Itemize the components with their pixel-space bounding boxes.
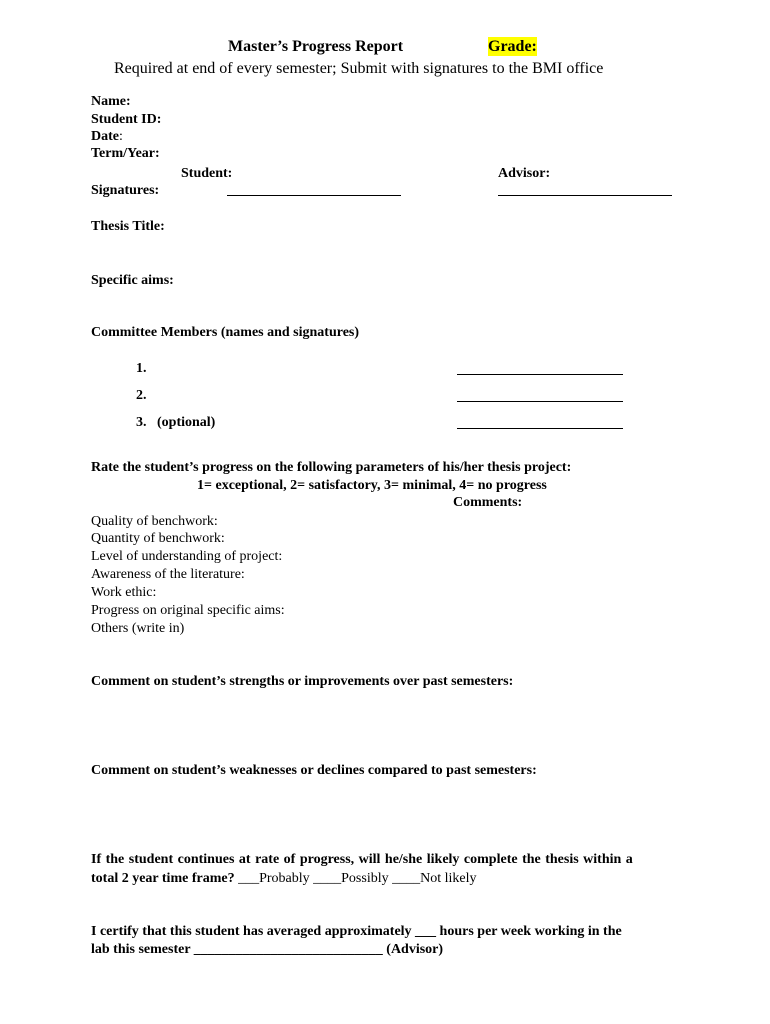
parameter-work-ethic: Work ethic: [91,585,157,600]
completion-question-line2 [91,870,476,887]
committee-item-2: 2. [136,388,147,403]
thesis-title-label: Thesis Title: [91,219,165,234]
rating-heading: Rate the student’s progress on the following parameters of his/her thesis project: [91,460,572,475]
committee-line-1[interactable] [457,374,623,375]
grade-label: Grade: [488,38,537,55]
certify-line2: lab this semester ___________________________ (Advisor) [91,942,444,957]
committee-item-3: 3. (optional) [136,415,216,430]
parameter-literature: Awareness of the literature: [91,567,245,582]
student-signature-label: Student: [181,166,233,181]
student-signature-line[interactable] [227,195,401,196]
strengths-label: Comment on student’s strengths or improvements over past semesters: [91,674,514,689]
advisor-signature-label: Advisor: [498,166,551,181]
term-year-label: Term/Year: [91,146,160,161]
certify-line1: I certify that this student has averaged approximately ___ hours per week working in the [91,924,622,939]
parameter-quality: Quality of benchwork: [91,514,218,529]
parameter-others: Others (write in) [91,621,185,636]
rating-scale: 1= exceptional, 2= satisfactory, 3= minimal, 4= no progress [197,478,547,493]
date-label-text: Date [91,129,119,144]
parameter-understanding: Level of understanding of project: [91,549,283,564]
student-id-label: Student ID: [91,112,162,127]
completion-question-line1: If the student continues at rate of progress, will he/she likely complete the thesis within a [91,852,633,867]
committee-item-1: 1. [136,361,147,376]
committee-line-2[interactable] [457,401,623,402]
advisor-signature-line[interactable] [498,195,672,196]
weaknesses-label: Comment on student’s weaknesses or declines compared to past semesters: [91,763,537,778]
parameter-specific-aims: Progress on original specific aims: [91,603,285,618]
page-title: Master’s Progress Report [228,38,404,55]
completion-question-text: total 2 year time frame? [91,871,235,886]
comments-label: Comments: [453,495,523,510]
date-label-colon: : [119,129,123,144]
name-label: Name: [91,94,131,109]
date-label [91,128,123,145]
parameter-quantity: Quantity of benchwork: [91,531,225,546]
signatures-label: Signatures: [91,183,160,198]
specific-aims-label: Specific aims: [91,273,174,288]
committee-line-3[interactable] [457,428,623,429]
committee-heading: Committee Members (names and signatures) [91,325,360,340]
completion-options[interactable]: ___Probably ____Possibly ____Not likely [238,871,477,886]
page-subtitle: Required at end of every semester; Submit with signatures to the BMI office [114,60,604,77]
